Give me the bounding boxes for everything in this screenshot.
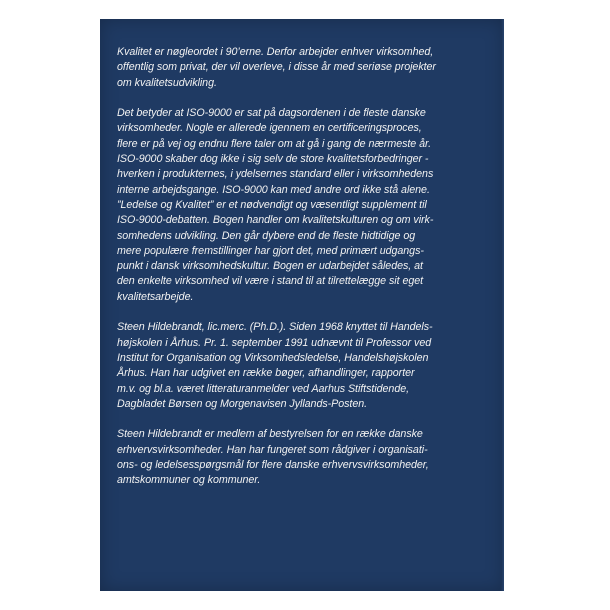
text-line: ISO-9000-debatten. Bogen handler om kvalitetskulturen og om virk- bbox=[117, 214, 434, 227]
text-line: ”Ledelse og Kvalitet” er et nødvendigt og væsentligt supplement til bbox=[117, 198, 427, 211]
text-line: somhedens udvikling. Den går dybere end de fleste hidtidige og bbox=[117, 229, 416, 242]
text-line: amtskommuner og kommuner. bbox=[117, 474, 261, 487]
text-line: offentlig som privat, der vil overleve, i disse år med seriøse projekter bbox=[117, 61, 436, 74]
paragraph-author-roles bbox=[117, 427, 495, 488]
paragraph-author-bio bbox=[117, 320, 495, 412]
text-line: erhvervsvirksomheder. Han har fungeret som rådgiver i organisati- bbox=[117, 443, 428, 456]
text-line: ISO-9000 skaber dog ikke i sig selv de store kvalitetsforbedringer - bbox=[117, 153, 429, 166]
text-line: punkt i dansk virksomhedskultur. Bogen er udarbejdet således, at bbox=[117, 260, 423, 273]
text-line: Århus. Han har udgivet en række bøger, afhandlinger, rapporter bbox=[117, 367, 415, 380]
text-line: mere populære fremstillinger har gjort det, med primært udgangs- bbox=[117, 244, 424, 257]
paragraph-iso-9000 bbox=[117, 106, 495, 305]
text-line: virksomheder. Nogle er allerede igennem en certificeringsproces, bbox=[117, 122, 422, 135]
text-line: Steen Hildebrandt, lic.merc. (Ph.D.). Siden 1968 knyttet til Handels- bbox=[117, 321, 433, 334]
text-line: ons- og ledelsesspørgsmål for flere danske erhvervsvirksomheder, bbox=[117, 459, 429, 472]
text-line: om kvalitetsudvikling. bbox=[117, 76, 217, 89]
text-line: kvalitetsarbejde. bbox=[117, 290, 194, 303]
text-line: m.v. og bl.a. været litteraturanmelder ved Aarhus Stiftstidende, bbox=[117, 382, 410, 395]
text-line: Det betyder at ISO-9000 er sat på dagsordenen i de fleste danske bbox=[117, 107, 426, 120]
paragraph-intro bbox=[117, 45, 495, 91]
text-line: Steen Hildebrandt er medlem af bestyrelsen for en række danske bbox=[117, 428, 423, 441]
text-line: den enkelte virksomhed vil være i stand til at tilrettelægge sit eget bbox=[117, 275, 424, 288]
text-line: Dagbladet Børsen og Morgenavisen Jyllands-Posten. bbox=[117, 397, 368, 410]
back-cover-text bbox=[117, 45, 495, 504]
text-line: hverken i produkternes, i ydelsernes standard eller i virksomhedens bbox=[117, 168, 434, 181]
text-line: Institut for Organisation og Virksomhedsledelse, Handelshøjskolen bbox=[117, 351, 429, 364]
text-line: Kvalitet er nøgleordet i 90’erne. Derfor arbejder enhver virksomhed, bbox=[117, 46, 434, 58]
text-line: interne arbejdsgange. ISO-9000 kan med andre ord ikke stå alene. bbox=[117, 183, 430, 196]
text-line: flere er på vej og endnu flere taler om at gå i gang de nærmeste år. bbox=[117, 137, 432, 150]
text-line: højskolen i Århus. Pr. 1. september 1991 udnævnt til Professor ved bbox=[117, 336, 432, 349]
cover-edge bbox=[501, 19, 504, 591]
book-back-cover bbox=[100, 19, 504, 591]
